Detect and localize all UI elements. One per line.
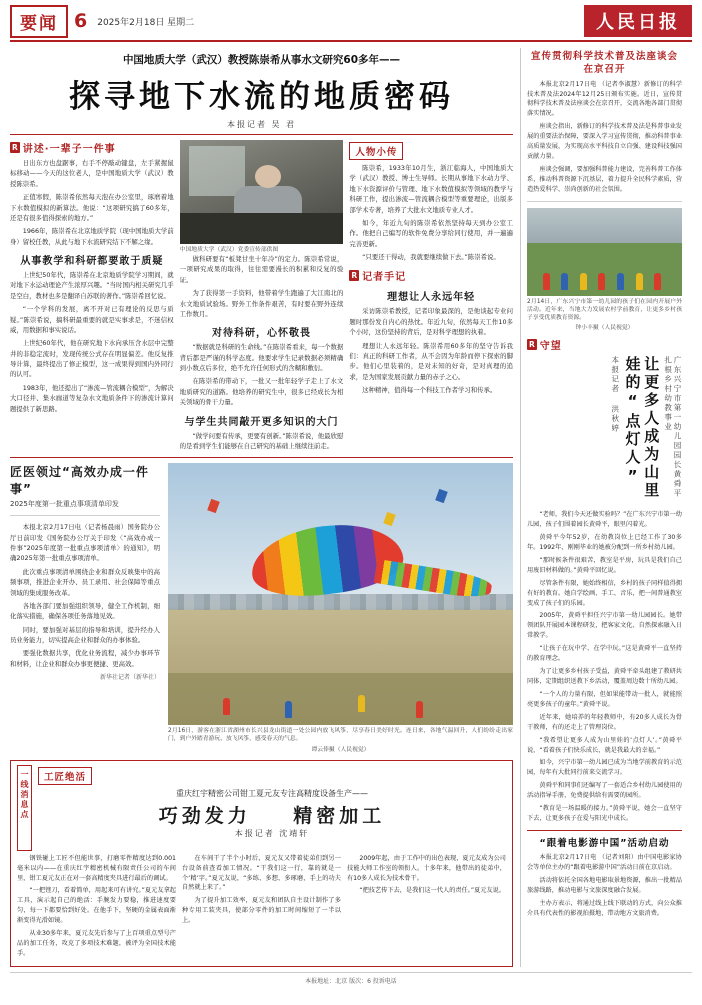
paragraph: “一个学科的发展，离不开对已有理论的反思与质疑。”陈崇希说，搞科研最重要的就是实事求是，不迷信权威，用数据和事实说话。 xyxy=(10,305,174,334)
kite-photo-block xyxy=(168,463,513,753)
page-number: 6 xyxy=(74,10,88,32)
paragraph: 2005年，黄舜平担任兴宁市第一幼儿园园长。她带领团队开展园本课程研发，把客家文化、自然探索融入日常教学。 xyxy=(527,612,682,640)
paragraph: “教育是一场温暖的接力。”黄舜平说，她会一直坚守下去，让更多孩子在爱与阳光中成长。 xyxy=(527,805,682,823)
paragraph: “一把锉刀，看着简单，用起来可有讲究。”夏元友拿起工具，演示起自己的绝活：手腕发力要稳，推进速度要匀，每一下都要恰到好处。在他手下，坚硬的金属表面渐渐变得光滑如镜。 xyxy=(17,887,176,925)
paragraph: 采访陈崇希教授，记者印象最深的，是他谈起专业问题时那份发自内心的热忱。年近九旬，依然每天工作10多个小时，这份坚持的背后，是对科学理想的执着。 xyxy=(349,307,514,337)
vertical-byline: 本报记者 洪秋婷 xyxy=(610,356,620,434)
paragraph: 为了获得第一手资料，他带着学生跑遍了大江南北的水文地质试验场。野外工作条件艰苦，有时要在野外连续工作数月。 xyxy=(179,289,344,318)
section-tag-icon: R xyxy=(351,271,358,281)
paragraph: “数据就是科研的生命线。”在陈崇希看来，每一个数据背后都是严谨的科学态度。他要求学生记录数据必须精确到小数点后多位，绝不允许任何形式的含糊和敷衍。 xyxy=(179,343,344,373)
paragraph: “那时候条件很艰苦，教室是平房，玩具是我们自己用废旧材料做的。”黄舜平回忆说。 xyxy=(527,556,682,574)
paragraph: 尽管条件有限，她始终相信，乡村的孩子同样值得拥有好的教育。她自学绘画、手工、音乐，把一间普通教室变成了孩子们的乐园。 xyxy=(527,579,682,607)
page-body xyxy=(10,48,692,967)
paragraph: “我希望让更多人成为山里娃的‘点灯人’。”黄舜平说，“看着孩子们快乐成长，就是我最大的幸福。” xyxy=(527,736,682,754)
vertical-shoulder: 广东兴宁市第一幼儿园园长黄舜平扎根乡村幼教事业 xyxy=(663,356,682,499)
kite-credit: 谭云俸摄（人民视觉） xyxy=(311,746,370,753)
paragraph: 黄舜平和同事们还编写了一套适合乡村幼儿园使用的活动指导手册，免费提供给有需要的园所。 xyxy=(527,782,682,800)
mid-block xyxy=(10,463,513,753)
craft-box-label: 工匠绝活 xyxy=(38,767,92,785)
mid-signature: 新华社记者（新华社） xyxy=(99,674,160,682)
profile-text: 陈崇希，1933年10月生，浙江临海人，中国地质大学（武汉）教授、博士生导师。长期从事地下水动力学、地下水资源评价与管理、地下水数值模拟等领域的教学与科研工作，提出渗流—管流耦合模型等重要理论，出版多部学术专著，培养了大批水文地质专业人才。 xyxy=(349,164,514,214)
right-column xyxy=(520,48,682,967)
craft-byline: 本报记者 沈靖轩 xyxy=(234,828,310,838)
paragraph: 这种精神，值得每一个科技工作者学习和传承。 xyxy=(362,386,497,394)
paragraph: 如今，年近九旬的陈崇希依然坚持每天到办公室工作。他把自己编写的软件免费分享给同行使用，并一遍遍完善更新。 xyxy=(349,218,514,248)
paragraph: 同时，要加强对基层的指导和培训，提升经办人员业务能力，切实提高企业和群众的办事体验。 xyxy=(10,625,160,645)
paragraph: “老师，我们今天还做实验吗？”在广东兴宁市第一幼儿园，孩子们围着园长黄舜平，眼里闪着光。 xyxy=(527,511,682,529)
divider xyxy=(10,515,160,516)
news2-title: “跟着电影游中国”活动启动 xyxy=(539,837,670,849)
paragraph: 从业30多年来，夏元友先后参与了上百项重点型号产品的加工任务，攻克了多项技术难题，被评为全国技术能手。 xyxy=(17,930,176,957)
kite-photo xyxy=(168,463,513,725)
paragraph: 本报北京2月17日电（记者杨晨雨）国务院办公厅日前印发《国务院办公厅关于印发〈“高效办成一件事”2025年度第一批重点事项清单〉的通知》，明确2025年第一批重点事项清单。 xyxy=(10,523,160,563)
divider xyxy=(10,457,513,458)
section-guard xyxy=(527,337,682,352)
paragraph: 上世纪60年代，他在研究地下水向承压含水层中完整井的非稳定流时，发现传统公式存在明显偏差。他反复推导计算，最终提出了修正模型，这一成果得到国内外同行的认可。 xyxy=(10,339,174,379)
craft-side-label: 一线消息点 xyxy=(17,765,32,851)
paragraph: 2009年起，由于工作中的出色表现，夏元友成为公司技能大师工作室的领衔人。十多年来，他带出的徒弟中，有10多人成长为技术骨干。 xyxy=(347,854,506,882)
paragraph: 在陈崇希的带动下，一批又一批年轻学子走上了水文地质研究的道路。他培养的研究生中，很多已经成长为相关领域的骨干力量。 xyxy=(179,377,344,407)
vertical-headline-block xyxy=(527,356,682,506)
lead-byline: 本报记者 吴 君 xyxy=(226,120,297,129)
paragraph: 主办方表示，将通过线上线下联动的方式，向公众推介具有代表性的影视拍摄地，带动地方文旅消费。 xyxy=(527,899,682,917)
section-note xyxy=(349,268,513,283)
section-guard-label: 守望 xyxy=(539,341,562,353)
craft-box xyxy=(10,760,513,967)
publication-date: 2025年2月18日 星期二 xyxy=(97,17,195,28)
kite-caption: 2月16日，游客在浙江省湖州市长兴县龙山街道一处公园内放飞风筝，尽享春日美好时光。连日来，各地气温回升，人们纷纷走出家门，到户外踏青游玩、放飞风筝，感受春天的气息。 xyxy=(168,728,513,743)
paragraph: 日出东方也盘踞事，右手不停敲动键盘，左手紧握鼠标移动——今天的这位老人，是中国地质大学（武汉）教授陈崇希。 xyxy=(10,159,174,188)
lead-headline: 探寻地下水流的地质密码 xyxy=(69,79,454,115)
craft-title-b: 精密加工 xyxy=(293,804,386,827)
craft-header xyxy=(17,765,506,851)
paragraph: 1983年，他还提出了“渗流—管流耦合模型”，为解决大口径井、集水廊道等复杂水文地质条件下的渗流计算问题提供了新思路。 xyxy=(10,383,174,413)
paragraph: “让孩子在玩中学、在学中玩。”这是黄舜平一直坚持的教育理念。 xyxy=(527,645,682,663)
mid-subtitle: 2025年度第一批重点事项清单印发 xyxy=(10,500,119,509)
paragraph: 钢铁碰上工匠不但能世事，打磨零件精度达到0.001毫米以内——在重庆红宇精密机械有限责任公司的车间里，钳工夏元友正在对一套高精度夹具进行最后的调试。 xyxy=(17,854,176,882)
paragraph: “把技艺传下去，是我们这一代人的责任。”夏元友说。 xyxy=(359,887,506,895)
craft-title-a: 巧劲发力 xyxy=(158,804,251,827)
paragraph: 要强化数据共享，优化业务流程，减少办事环节和材料，让企业和群众办事更便捷、更高效。 xyxy=(10,649,160,668)
photo-caption: 中国地质大学（武汉）党委宣传部供图 xyxy=(179,247,279,253)
section-badge: 要闻 xyxy=(10,5,68,38)
paragraph: “做学问要有传承，更要有创新。”陈崇希说，他最欣慰的是看到学生们能够在自己研究的基础上继续往前走。 xyxy=(179,431,344,450)
news1-title: 宣传贯彻科学技术普及法座谈会在京召开 xyxy=(530,51,678,76)
subheading: 对待科研，心怀敬畏 xyxy=(212,328,311,340)
paragraph: 做科研要有“板凳甘坐十年冷”的定力。陈崇希常说，一项研究成果的取得，往往需要漫长的积累和反复的验证。 xyxy=(179,255,344,284)
paragraph: 各地各部门要加强组织领导，健全工作机制，细化落实措施，确保各项任务落地见效。 xyxy=(10,601,160,621)
paragraph: 为了提升加工效率，夏元友和团队自主设计制作了多种专用工装夹具，使部分零件的加工时间缩短了一半以上。 xyxy=(182,897,341,925)
photo-caption: 2月14日，广东兴宁市第一幼儿园的孩子们在园内开展户外活动。近年来，当地大力发展农村学前教育，让更多乡村孩子享受优质教育资源。 xyxy=(527,298,682,321)
paragraph: 座谈会指出，新修订的科学技术普及法是科普事业发展的重要法治保障，要深入学习宣传贯彻，推动科普事业高质量发展，为实现高水平科技自立自强、建设科技强国贡献力量。 xyxy=(527,123,682,161)
section-tag-icon: R xyxy=(12,143,18,152)
section-tag-icon: R xyxy=(529,340,535,350)
paragraph: 理想让人永远年轻。陈崇希用60多年的坚守告诉我们：真正的科研工作者，从不会因为年龄而停下探索的脚步。他们心里装着的，是对未知的好奇，是对真理的追求，是为国家发展贡献力量的赤子之心。 xyxy=(349,341,514,381)
photo-credit: 钟小丰摄（人民视觉） xyxy=(575,325,634,332)
portrait-photo xyxy=(180,140,344,244)
note-title: 理想让人永远年轻 xyxy=(387,292,476,304)
craft-columns xyxy=(17,854,506,962)
paragraph: 活动将依托全国各地电影取景地资源，推出一批精品旅游线路，推动电影与文旅深度融合发展。 xyxy=(527,877,682,895)
paragraph: “一个人的力量有限，但如果能带动一批人，就能照亮更多孩子的童年。”黄舜平说。 xyxy=(527,690,682,708)
masthead xyxy=(10,6,692,42)
paragraph: 本报北京2月17日电 （记者刘阳）由中国电影家协会等单位主办的“跟着电影游中国”活动日前在京启动。 xyxy=(527,854,682,872)
lead-col-3 xyxy=(349,140,513,454)
paragraph: 黄舜平今年52岁，在幼教岗位上已经工作了30多年。1992年，刚刚毕业的她被分配到一所乡村幼儿园。 xyxy=(527,534,682,551)
paragraph: “只要还干得动，我就要继续做下去。”陈崇希说。 xyxy=(362,253,500,261)
lead-columns xyxy=(10,140,513,454)
paragraph: 如今，兴宁市第一幼儿园已成为当地学前教育的示范园，每年有大批同行前来交流学习。 xyxy=(527,759,682,777)
paragraph: 1966年，陈崇希在北京地质学院（现中国地质大学前身）留校任教，从此与地下水流研究结下不解之缘。 xyxy=(10,227,174,246)
kindergarten-photo xyxy=(527,208,682,296)
section-tell-label: 讲述·一辈子一件事 xyxy=(22,144,116,155)
subheading: 从事教学和科研都要敢于质疑 xyxy=(20,256,164,267)
mid-title: 匠医领过“高效办成一件事” xyxy=(10,465,149,497)
mid-brief xyxy=(10,463,160,753)
craft-col-1 xyxy=(17,854,176,962)
vertical-headline: 让更多人成为山里娃的“点灯人” xyxy=(623,356,661,501)
craft-col-2 xyxy=(182,854,341,962)
lead-col-1 xyxy=(10,140,174,454)
paragraph: 本报北京2月17日电 （记者李淑慧）新修订的科学技术普及法2024年12月25日颁布实施。近日，宣传贯彻科学技术普及法座谈会在京召开，交流各地各部门贯彻落实情况。 xyxy=(527,80,682,118)
paragraph: 在车间干了半个小时后，夏元友又带着徒弟们到另一台设备前查看加工情况。“干我们这一行，靠的就是一个‘精’字。”夏元友说，“多练、多想、多琢磨，手上的功夫自然就上来了。” xyxy=(182,854,341,892)
profile-box-label: 人物小传 xyxy=(349,142,403,160)
paragraph: 近年来，她培养的年轻教师中，有20多人成长为骨干教师，有的还走上了管理岗位。 xyxy=(527,713,682,731)
section-tell xyxy=(10,140,174,155)
subheading: 与学生共同敲开更多知识的大门 xyxy=(184,416,339,428)
page-footer: 本报地址：北京 版次：6 投诉电话 xyxy=(10,972,692,985)
paragraph: 正值寒假，陈崇希依然每天泡在办公室里，琢磨着地下水数值模拟的新算法。他说：“这项研究搞了60多年，还是有很多值得探索的地方。” xyxy=(10,193,174,222)
paragraph: 座谈会强调，要加强科普能力建设，完善科普工作体系，推动科普资源下沉基层，着力提升全民科学素质，营造热爱科学、崇尚创新的社会氛围。 xyxy=(527,165,682,193)
paper-logo: 人民日报 xyxy=(584,5,692,37)
paragraph: 上世纪50年代，陈崇希在北京地质学院学习期间，就对地下水运动理论产生浓厚兴趣。“当时国内相关研究几乎是空白，教材也多是翻译自苏联的著作。”陈崇希回忆说。 xyxy=(10,271,174,300)
craft-shoulder: 重庆红宇精密公司钳工夏元友专注高精度设备生产—— xyxy=(176,788,368,798)
lead-shoulder: 中国地质大学（武汉）教授陈崇希从事水文研究60多年—— xyxy=(122,54,401,66)
lead-col-2 xyxy=(180,140,344,454)
paragraph: 为了让更多乡村孩子受益，黄舜平牵头组建了教研共同体，定期组织送教下乡活动，覆盖周边数十所幼儿园。 xyxy=(527,668,682,685)
divider xyxy=(527,201,682,202)
lead-article-header xyxy=(10,52,513,130)
divider xyxy=(527,830,682,831)
paragraph: 此次重点事项清单围绕企业和群众反映集中的高频事项，推进企业开办、员工录用、社会保障等重点领域的集成服务改革。 xyxy=(10,567,160,597)
craft-col-3 xyxy=(347,854,506,962)
craft-title xyxy=(38,801,506,828)
section-note-label: 记者手记 xyxy=(362,272,407,284)
divider xyxy=(10,134,513,135)
main-column xyxy=(10,48,513,967)
